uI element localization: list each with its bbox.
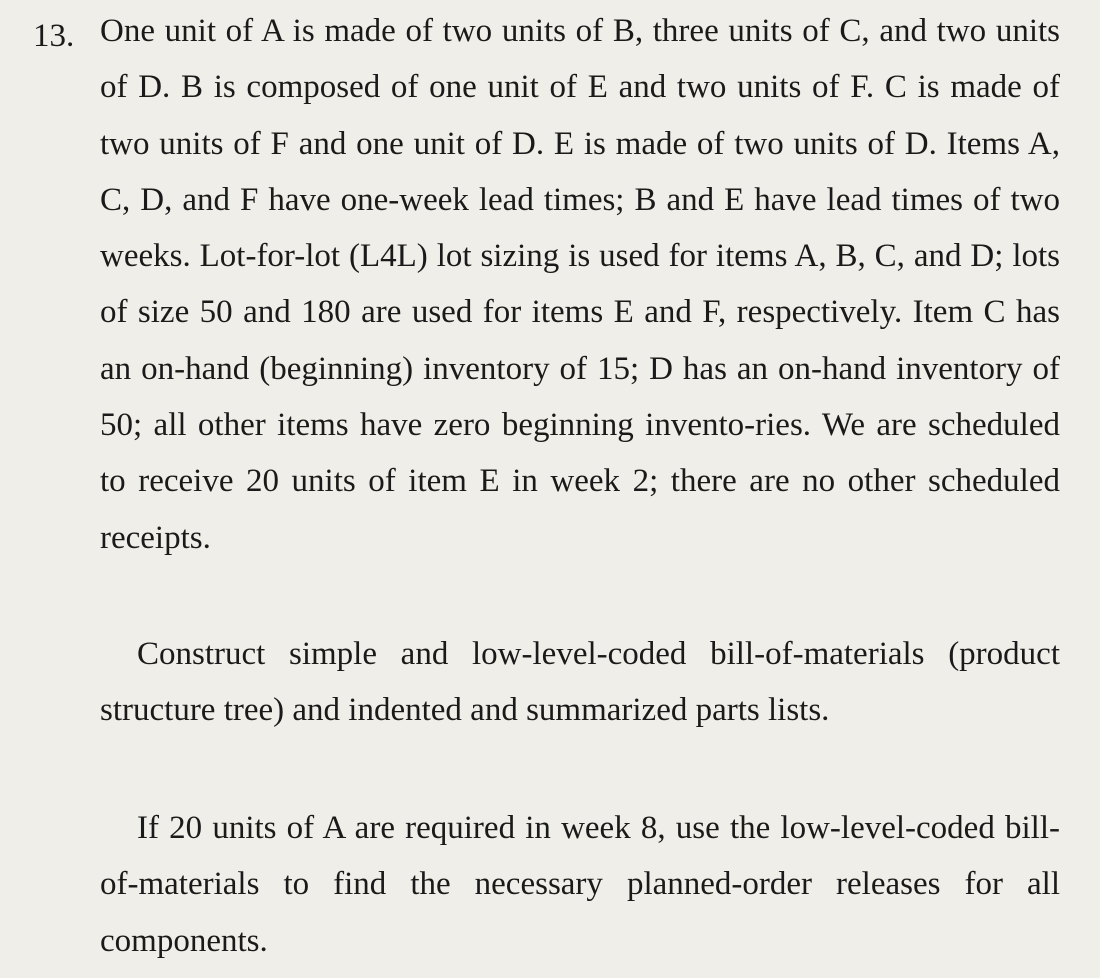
task-construct-bom: Construct simple and low-level-coded bill-of-materials (product structure tree) and indented and summarized parts lists. bbox=[100, 636, 1060, 729]
problem-statement: One unit of A is made of two units of B, three units of C, and two units of D. B is composed of one unit of E and two units of F. C is made of two units of F and one unit of D. E is made of two units of D. Items A, C, D, and F have one-week lead times; B and E have lead times of two weeks. Lot-for-lot (L4L) lot sizing is used for items A, B, C, and D; lots of size 50 and 180 are used for items E and F, respectively. Item C has an on-hand (beginning) inventory of 15; D has an on-hand inventory of 50; all other items have zero beginning invento-ries. We are scheduled to receive 20 units of item E in week 2; there are no other scheduled receipts. bbox=[100, 13, 1060, 556]
task-planned-order-releases: If 20 units of A are required in week 8, use the low-level-coded bill-of-materials to find the necessary planned-order releases for all components. bbox=[100, 810, 1060, 959]
problem-number: 13. bbox=[33, 18, 75, 54]
